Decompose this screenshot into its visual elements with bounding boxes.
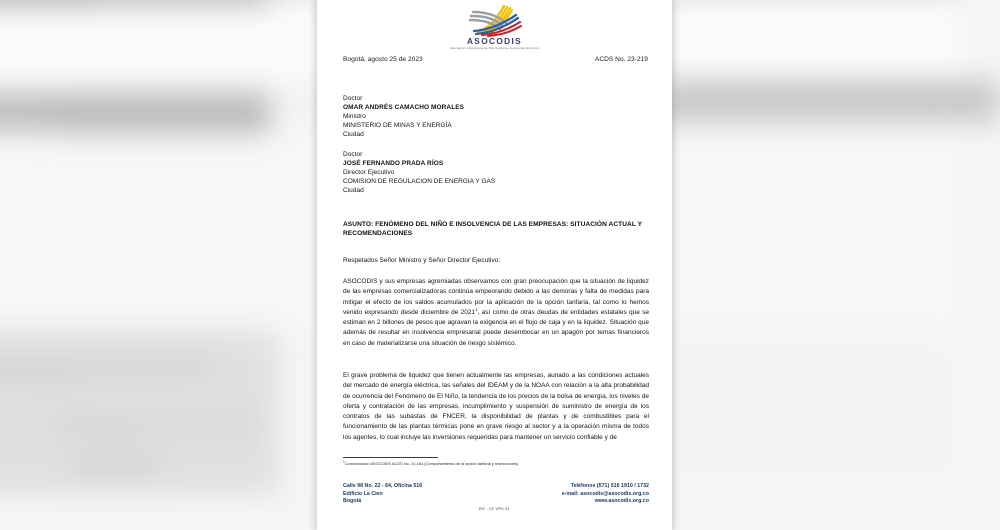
addressee-city: Ciudad [343, 187, 364, 195]
subject-line: ASUNTO: FENÓMENO DEL NIÑO E INSOLVENCIA DE LAS EMPRESAS: SITUACIÓN ACTUAL Y RECOMENDACIONES [343, 221, 642, 238]
addressee-city: Ciudad [343, 131, 364, 139]
addressee-salutation: Doctor [343, 95, 363, 102]
backdrop-blob [660, 80, 1000, 122]
backdrop-blob [140, 415, 260, 435]
footer-address [343, 483, 422, 506]
footer-email: e-mail: asocodis@asocodis.org.co [561, 490, 649, 497]
addressee-entity: COMISION DE REGULACION DE ENERGIA Y GAS [343, 178, 496, 186]
backdrop-blob [70, 455, 160, 477]
footnote-text: Comunicación ASOCODIS ACDS No. 21-164 (Comportamiento de la opción tarifaria y restricciones) [344, 461, 519, 466]
paragraph-text-part: ASOCODIS y sus empresas agremiadas observamos con gran preocupación que la situación de liquidez de las empresas comercializadoras continúa empeorando debido a las demoras y falta de medidas para mitigar el efecto de los saldos acumulados por la aplicación de la opción tarifaria, tal como lo hemos venido expresando desde diciembre de 2021 [343, 278, 649, 316]
footnote-marker: 1 [475, 306, 478, 312]
addressee-entity: MINISTERIO DE MINAS Y ENERGÍA [343, 122, 452, 130]
footer-address-line2: Edificio La Cien [343, 490, 383, 497]
asocodis-logo-icon [466, 1, 524, 37]
addressee-block [343, 94, 648, 139]
body-paragraph: El grave problema de liquidez que tienen actualmente las empresas, aunado a las condiciones actuales del mercado de energía eléctrica, las señales del IDEAM y de la NOAA con relación a la alta probabilidad de ocurrencia del Fenómeno de El Niño, la tendencia de los precios de la bolsa de energía, los niveles de oferta y contratación de las empresas, incumplimiento y suspensión de suministro de energía de los contratos de las subastas de FNCER, la disponibilidad de plantas y de combustibles para el funcionamiento de las plantas térmicas pone en grave riesgo al sector y a la operación misma de todos los agentes, lo cual incluye las inversiones requeridas para mantener un servicio confiable y de [343, 372, 649, 441]
letter-content [317, 0, 672, 530]
asocodis-tagline: Asociación Colombiana de Distribuidores de Energía Eléctrica [450, 46, 539, 50]
asocodis-logo [317, 1, 672, 50]
backdrop-blob [55, 93, 270, 133]
footer-address-line3: Bogotá [343, 498, 362, 505]
footer-address-line1: Calle 98 No. 22 - 64, Oficina 516 [343, 483, 423, 489]
letter-page [317, 0, 672, 530]
body-paragraph [343, 277, 649, 349]
footnote-divider [343, 457, 438, 458]
footer-form-code: RG - 02 VRS 01 [479, 507, 510, 511]
backdrop-blob [0, 360, 80, 382]
page-footer [343, 483, 649, 506]
addressee-salutation: Doctor [343, 151, 363, 158]
salutation-line: Respetados Señor Ministro y Señor Director Ejecutivo: [343, 257, 501, 264]
addressee-role: Ministro [343, 113, 366, 121]
footer-contact [562, 483, 649, 506]
reference-number: ACDS No. 23-219 [594, 56, 648, 63]
backdrop-blob [0, 0, 100, 2]
footer-phone: Teléfonos (571) 516 1910 / 1732 [570, 483, 649, 489]
footnote-number: 1 [343, 459, 345, 464]
addressee-role: Director Ejecutivo [343, 169, 395, 177]
asocodis-wordmark: ASOCODIS [466, 36, 523, 46]
backdrop-blob [80, 355, 210, 377]
addressee-block [343, 150, 648, 195]
paragraph-text-part: , así como de otras deudas de entidades estatales que se estiman en 2 billones de pesos que agravan la exigencia en el flujo de caja y en la liquidez. Situación que además de resultar en insolvencia empresarial puede desembocar en un apagón por temas financieros en caso de materializarse una situación de riesgo sistémico. [343, 308, 649, 347]
place-date: Bogotá, agosto 25 de 2023 [343, 56, 423, 63]
backdrop-blob [632, 330, 972, 495]
addressee-name: JOSÉ FERNANDO PRADA RÍOS [343, 160, 444, 168]
addressee-name: OMAR ANDRÉS CAMACHO MORALES [343, 104, 465, 112]
footnote [343, 461, 643, 466]
footer-website[interactable]: www.asocodis.org.co [594, 498, 649, 505]
letter-meta-row [343, 56, 648, 63]
